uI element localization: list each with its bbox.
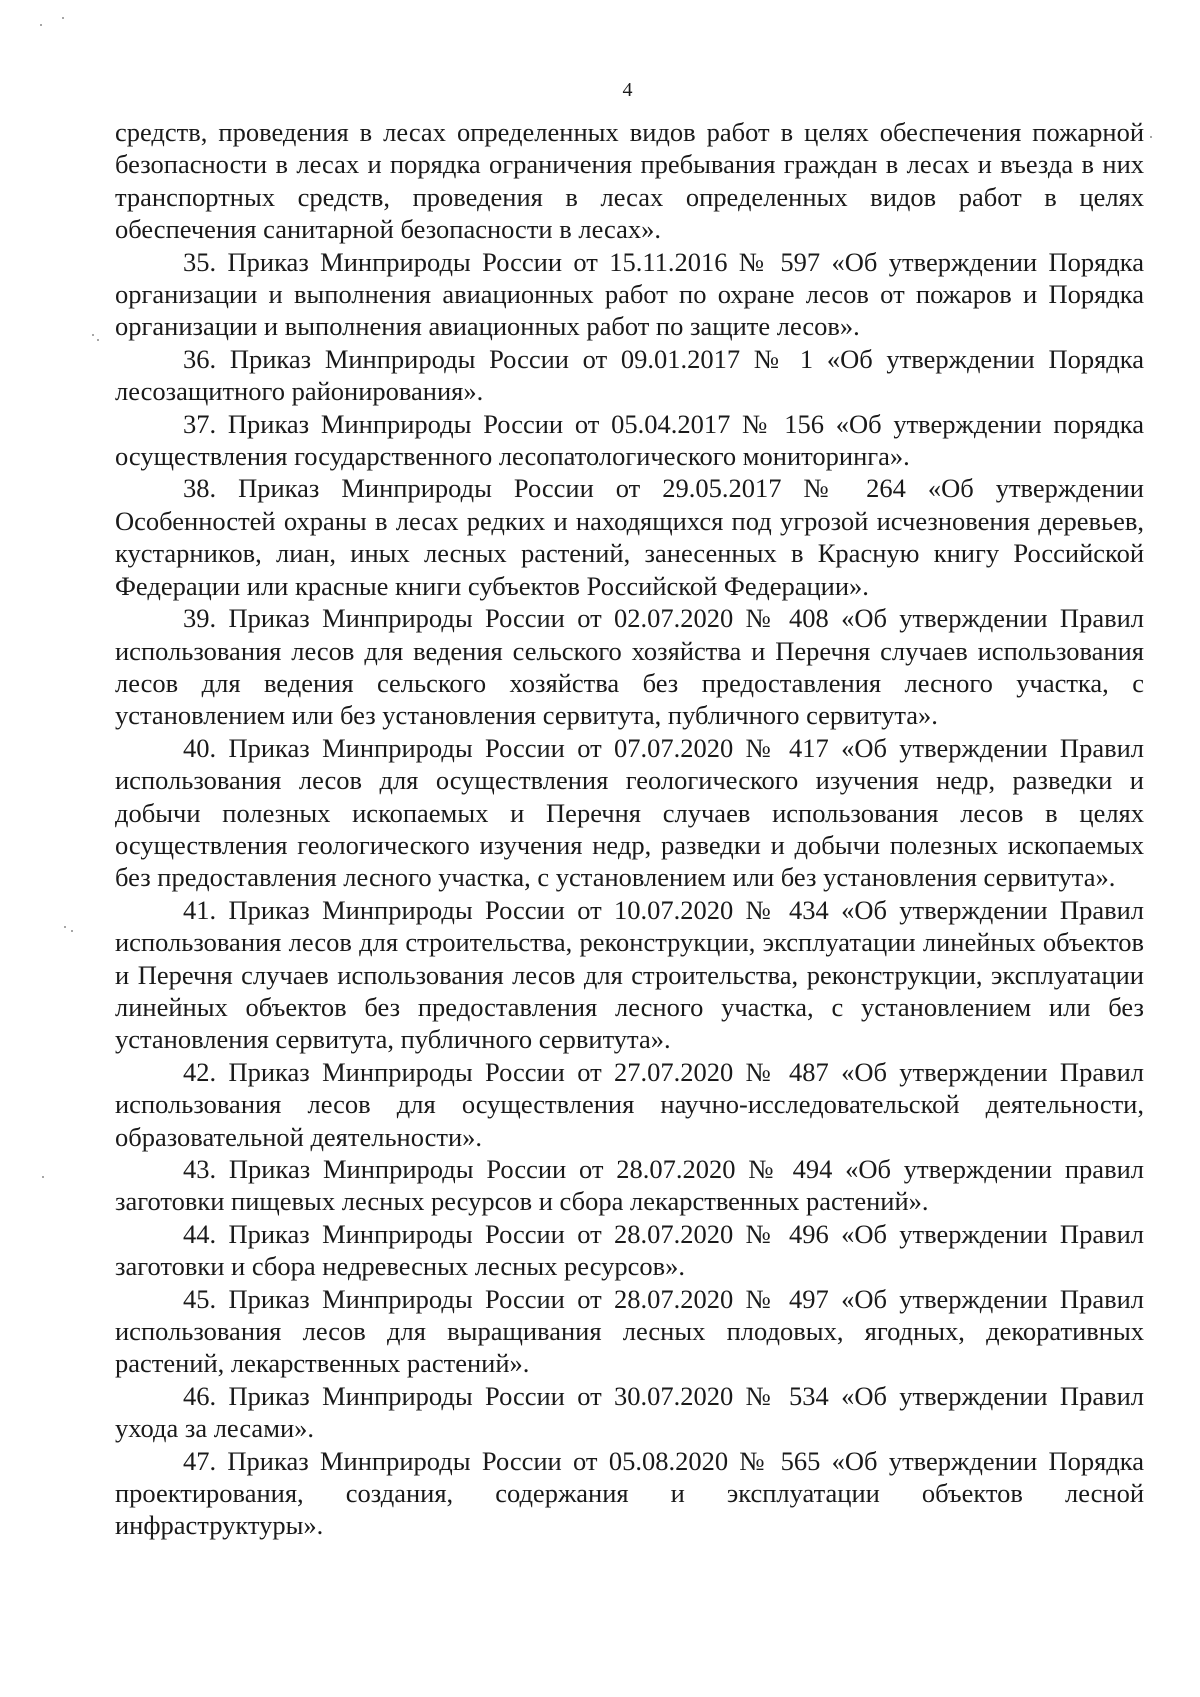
- list-item-36: 36. Приказ Минприроды России от 09.01.2017 № 1 «Об утверждении Порядка лесозащитного районирования».: [115, 343, 1144, 407]
- list-item-35: 35. Приказ Минприроды России от 15.11.2016 № 597 «Об утверждении Порядка организации и выполнения авиационных работ по охране лесов от пожаров и Порядка организации и выполнения авиационных работ по защите лесов».: [115, 246, 1144, 342]
- scan-speck: [92, 334, 94, 336]
- list-item-47: 47. Приказ Минприроды России от 05.08.2020 № 565 «Об утверждении Порядка проектирования, создания, содержания и эксплуатации объектов лесной инфраструктуры».: [115, 1445, 1144, 1541]
- list-item-46: 46. Приказ Минприроды России от 30.07.2020 № 534 «Об утверждении Правил ухода за лесами».: [115, 1380, 1144, 1444]
- list-item-42: 42. Приказ Минприроды России от 27.07.2020 № 487 «Об утверждении Правил использования лесов для осуществления научно-исследовательской деятельности, образовательной деятельности».: [115, 1056, 1144, 1152]
- scan-speck: [1150, 136, 1152, 138]
- list-item-40: 40. Приказ Минприроды России от 07.07.2020 № 417 «Об утверждении Правил использования лесов для осуществления геологического изучения недр, разведки и добычи полезных ископаемых и Перечня случаев использования лесов в целях осуществления геологического изучения недр, разведки и добычи полезных ископаемых без предоставления лесного участка, с установлением или без установления сервитута».: [115, 732, 1144, 893]
- continuation-paragraph: средств, проведения в лесах определенных видов работ в целях обеспечения пожарной безопасности в лесах и порядка ограничения пребывания граждан в лесах и въезда в них транспортных средств, проведения в лесах определенных видов работ в целях обеспечения санитарной безопасности в лесах».: [115, 117, 1144, 245]
- scan-speck: [40, 24, 42, 26]
- page-number: 4: [622, 79, 633, 101]
- document-body: [115, 116, 1144, 1542]
- list-item-41: 41. Приказ Минприроды России от 10.07.2020 № 434 «Об утверждении Правил использования лесов для строительства, реконструкции, эксплуатации линейных объектов и Перечня случаев использования лесов для строительства, реконструкции, эксплуатации линейных объектов без предоставления лесного участка, с установлением или без установления сервитута, публичного сервитута».: [115, 894, 1144, 1055]
- list-item-43: 43. Приказ Минприроды России от 28.07.2020 № 494 «Об утверждении правил заготовки пищевых лесных ресурсов и сбора лекарственных растений».: [115, 1154, 1144, 1217]
- list-item-39: 39. Приказ Минприроды России от 02.07.2020 № 408 «Об утверждении Правил использования лесов для ведения сельского хозяйства и Перечня случаев использования лесов для ведения сельского хозяйства без предоставления лесного участка, с установлением или без установления сервитута, публичного сервитута».: [115, 603, 1144, 731]
- list-item-44: 44. Приказ Минприроды России от 28.07.2020 № 496 «Об утверждении Правил заготовки и сбора недревесных лесных ресурсов».: [115, 1218, 1144, 1282]
- scan-speck: [62, 17, 64, 19]
- list-item-38: 38. Приказ Минприроды России от 29.05.2017 № 264 «Об утверждении Особенностей охраны в лесах редких и находящихся под угрозой исчезновения деревьев, кустарников, лиан, иных лесных растений, занесенных в Красную книгу Российской Федерации или красные книги субъектов Российской Федерации».: [115, 473, 1144, 601]
- list-item-45: 45. Приказ Минприроды России от 28.07.2020 № 497 «Об утверждении Правил использования лесов для выращивания лесных плодовых, ягодных, декоративных растений, лекарственных растений».: [115, 1283, 1144, 1379]
- scan-speck: [71, 930, 73, 932]
- scan-speck: [64, 926, 66, 928]
- list-item-37: 37. Приказ Минприроды России от 05.04.2017 № 156 «Об утверждении порядка осуществления государственного лесопатологического мониторинга».: [115, 408, 1144, 472]
- scan-speck: [42, 1176, 44, 1178]
- scan-speck: [97, 339, 99, 341]
